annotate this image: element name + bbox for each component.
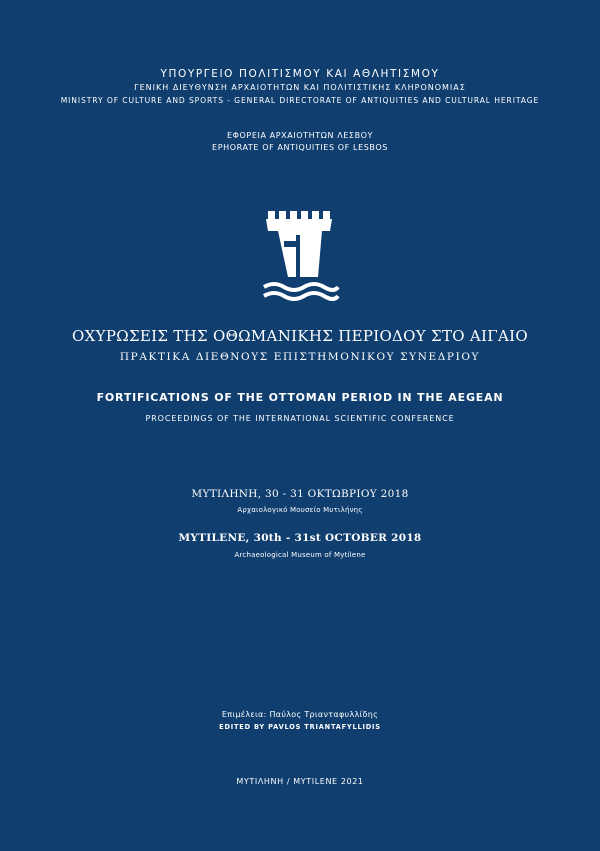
castle-tower-waves-icon xyxy=(260,205,340,305)
directorate-title-greek: ΓΕΝΙΚΗ ΔΙΕΥΘΥΝΣΗ ΑΡΧΑΙΟΤΗΤΩΝ ΚΑΙ ΠΟΛΙΤΙΣΤΙΚΗΣ ΚΛΗΡΟΝΟΜΙΑΣ xyxy=(134,83,466,92)
book-subtitle-english: PROCEEDINGS OF THE INTERNATIONAL SCIENTIFIC CONFERENCE xyxy=(145,414,455,423)
publication-place-year: ΜΥΤΙΛΗΝΗ / MYTILENE 2021 xyxy=(236,777,364,786)
conference-dates-english: MYTILENE, 30th - 31st OCTOBER 2018 xyxy=(178,532,422,544)
ministry-title-english: MINISTRY OF CULTURE AND SPORTS - GENERAL DIRECTORATE OF ANTIQUITIES AND CULTURAL HERITAGE xyxy=(60,96,540,105)
book-title-greek: ΟΧΥΡΩΣΕΙΣ ΤΗΣ ΟΘΩΜΑΝΙΚΗΣ ΠΕΡΙΟΔΟΥ ΣΤΟ ΑΙΓΑΙΟ xyxy=(72,327,528,345)
conference-dates-greek: ΜΥΤΙΛΗΝΗ, 30 - 31 ΟΚΤΩΒΡΙΟΥ 2018 xyxy=(191,488,409,500)
ephorate-title-greek: ΕΦΟΡΕΙΑ ΑΡΧΑΙΟΤΗΤΩΝ ΛΕΣΒΟΥ xyxy=(226,131,374,140)
editor-line-english: EDITED BY PAVLOS TRIANTAFYLLIDIS xyxy=(219,723,381,731)
book-subtitle-greek: ΠΡΑΚΤΙΚΑ ΔΙΕΘΝΟΥΣ ΕΠΙΣΤΗΜΟΝΙΚΟΥ ΣΥΝΕΔΡΙΟΥ xyxy=(119,351,481,363)
ministry-title-greek: ΥΠΟΥΡΓΕΙΟ ΠΟΛΙΤΙΣΜΟΥ ΚΑΙ ΑΘΛΗΤΙΣΜΟΥ xyxy=(160,68,440,80)
book-title-english: FORTIFICATIONS OF THE OTTOMAN PERIOD IN THE AEGEAN xyxy=(96,391,504,404)
ephorate-title-english: EPHORATE OF ANTIQUITIES OF LESBOS xyxy=(212,143,388,152)
conference-venue-greek: Αρχαιολογικό Μουσείο Μυτιλήνης xyxy=(237,506,363,514)
editor-line-greek: Επιμέλεια: Παύλος Τριανταφυλλίδης xyxy=(221,710,379,719)
conference-venue-english: Archaeological Museum of Mytilene xyxy=(234,551,366,559)
